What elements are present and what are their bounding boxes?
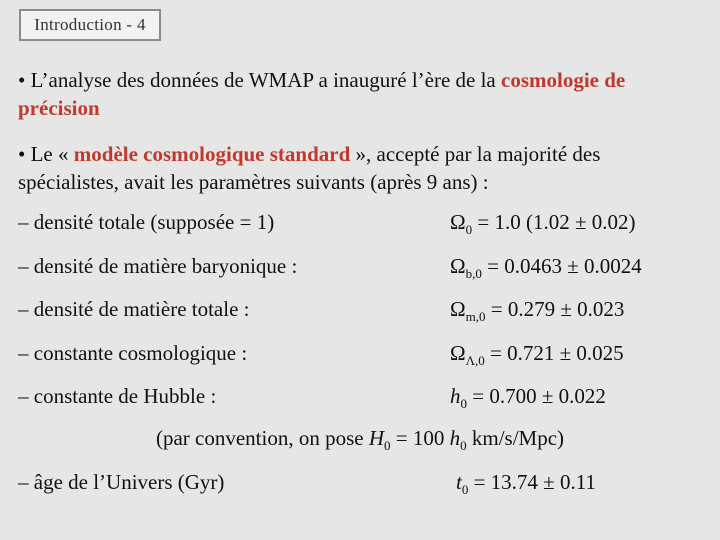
param-label: – constante de Hubble : xyxy=(18,384,217,408)
param-number: = 0.721 ± 0.025 xyxy=(484,341,624,365)
age-label: – âge de l’Univers (Gyr) xyxy=(18,470,225,494)
param-number: = 1.0 (1.02 ± 0.02) xyxy=(472,210,636,234)
param-label: – densité totale (supposée = 1) xyxy=(18,210,275,234)
highlight-cosmology: cosmologie de précision xyxy=(18,68,626,120)
param-symbol: h xyxy=(450,384,461,408)
age-number: = 13.74 ± 0.11 xyxy=(468,470,596,494)
bullet-wmap xyxy=(18,66,702,122)
param-subscript: 0 xyxy=(465,222,473,237)
param-value xyxy=(450,338,624,368)
param-label: – densité de matière baryonique : xyxy=(18,254,298,278)
note-h-symbol: h xyxy=(449,426,461,450)
note-H-subscript: 0 xyxy=(384,438,391,453)
bullet-text: L’analyse des données de WMAP a inauguré l’ère de la xyxy=(30,68,502,92)
param-symbol: Ω xyxy=(450,210,466,234)
bullet-marker: • xyxy=(18,142,26,166)
param-row-universe-age xyxy=(18,467,708,497)
param-row-baryonic-density xyxy=(18,251,708,281)
age-symbol: t xyxy=(456,470,462,494)
param-number: = 0.0463 ± 0.0024 xyxy=(481,254,642,278)
param-symbol: Ω xyxy=(450,297,466,321)
hubble-convention-note xyxy=(0,423,720,453)
param-label: – densité de matière totale : xyxy=(18,297,250,321)
param-value xyxy=(450,381,606,411)
param-value xyxy=(450,251,642,281)
note-suffix: km/s/Mpc) xyxy=(466,426,565,450)
param-subscript: b,0 xyxy=(465,266,482,281)
note-mid: = 100 xyxy=(390,426,450,450)
param-value xyxy=(450,294,624,324)
param-subscript: m,0 xyxy=(465,309,486,324)
bullet-text-before: Le « xyxy=(30,142,74,166)
param-value xyxy=(450,207,635,237)
bullet-marker: • xyxy=(18,68,26,92)
note-H-symbol: H xyxy=(368,426,385,450)
param-label: – constante cosmologique : xyxy=(18,341,248,365)
age-value xyxy=(456,467,596,497)
param-symbol: Ω xyxy=(450,254,466,278)
slide-label: Introduction - 4 xyxy=(19,9,161,41)
age-subscript: 0 xyxy=(461,482,469,497)
param-symbol: Ω xyxy=(450,341,466,365)
param-row-cosmological-constant xyxy=(18,338,708,368)
note-prefix: (par convention, on pose xyxy=(155,426,369,450)
param-subscript: Λ,0 xyxy=(465,353,485,368)
bullet-standard-model xyxy=(18,140,702,196)
note-h-subscript: 0 xyxy=(460,438,467,453)
param-number: = 0.279 ± 0.023 xyxy=(485,297,625,321)
bullet-text-after: », accepté par la majorité des spécialistes, avait les paramètres suivants (après 9 ans) : xyxy=(18,142,601,194)
param-row-matter-density xyxy=(18,294,708,324)
param-number: = 0.700 ± 0.022 xyxy=(467,384,606,408)
param-subscript: 0 xyxy=(460,396,467,411)
highlight-standard-model: modèle cosmologique standard xyxy=(73,142,351,166)
param-row-total-density xyxy=(18,207,708,237)
param-row-hubble-constant xyxy=(18,381,708,411)
